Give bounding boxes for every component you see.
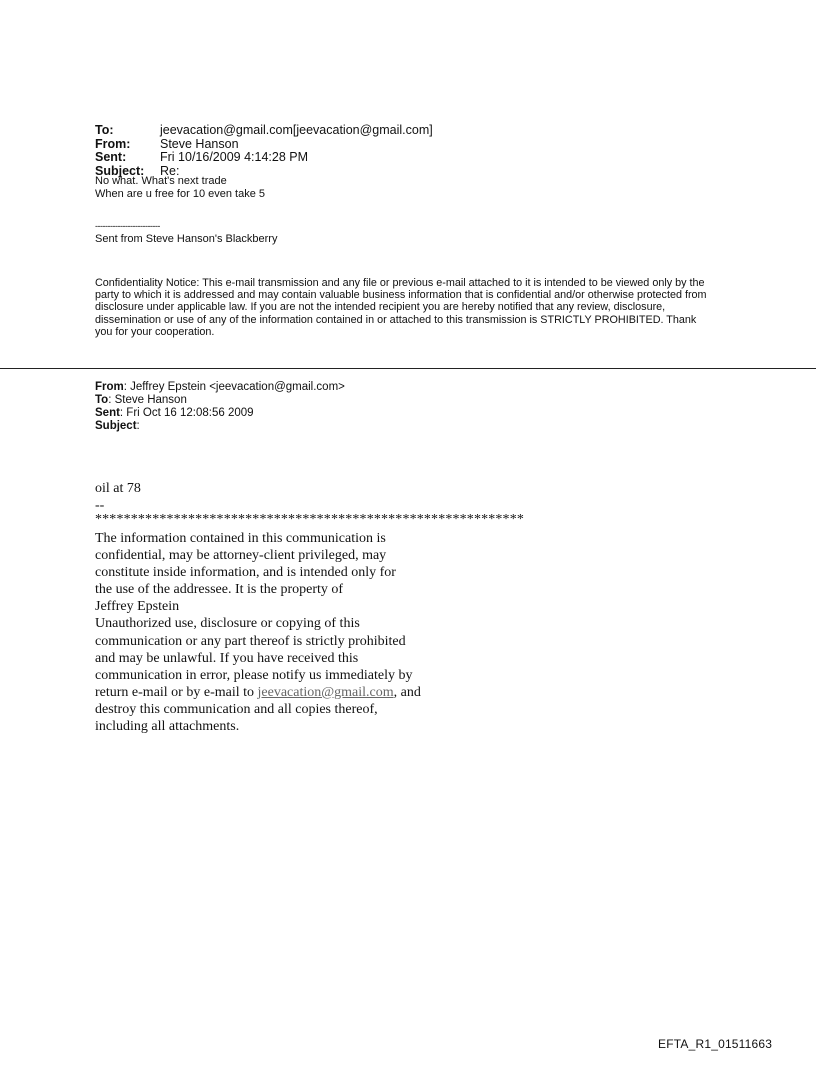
header-label: Sent: xyxy=(95,150,127,164)
reply-line: When are u free for 10 even take 5 xyxy=(95,188,265,200)
stars-separator: ************************************************************ xyxy=(95,512,524,527)
original-subject-row xyxy=(95,420,345,433)
header-label: Sent xyxy=(95,407,120,419)
email-link[interactable]: jeevacation@gmail.com xyxy=(257,684,394,700)
disclaimer-line: the use of the addressee. It is the property of xyxy=(95,582,344,598)
reply-header xyxy=(95,124,433,178)
message-divider xyxy=(0,368,816,369)
signature-separator: -------------------------- xyxy=(95,221,160,231)
disclaimer-line: communication or any part thereof is strictly prohibited xyxy=(95,633,406,649)
header-value: jeevacation@gmail.com[jeevacation@gmail.com] xyxy=(160,123,433,137)
disclaimer-line: and may be unlawful. If you have received this xyxy=(95,650,359,666)
header-value: Re: xyxy=(160,163,180,178)
disclaimer-line: including all attachments. xyxy=(95,719,240,735)
disclaimer-link-line xyxy=(95,684,421,701)
header-label: Subject xyxy=(95,420,137,432)
original-line: oil at 78 xyxy=(95,481,141,496)
disclaimer xyxy=(95,530,421,735)
reply-body xyxy=(95,175,265,201)
header-from-row xyxy=(95,138,433,152)
original-to-row xyxy=(95,394,345,407)
disclaimer-line: confidential, may be attorney-client privileged, may xyxy=(95,548,387,564)
header-to-row xyxy=(95,124,433,138)
header-label: To: xyxy=(95,123,114,137)
header-sent-row xyxy=(95,151,433,165)
original-from-row xyxy=(95,381,345,394)
document-id: EFTA_R1_01511663 xyxy=(658,1037,773,1051)
reply-signature: Sent from Steve Hanson's Blackberry xyxy=(95,233,278,245)
original-header xyxy=(95,381,345,433)
header-value: : Fri Oct 16 12:08:56 2009 xyxy=(119,407,254,419)
original-sent-row xyxy=(95,407,345,420)
link-suffix: , and xyxy=(393,684,421,700)
disclaimer-line: communication in error, please notify us immediately by xyxy=(95,667,413,683)
disclaimer-line: destroy this communication and all copies thereof, xyxy=(95,701,378,717)
original-body xyxy=(95,480,141,514)
link-prefix: return e-mail or by e-mail to xyxy=(95,684,258,700)
original-line: -- xyxy=(95,498,105,513)
header-value: : Steve Hanson xyxy=(108,394,187,406)
disclaimer-line: The information contained in this communication is xyxy=(95,531,386,546)
header-label: To xyxy=(95,394,109,406)
header-value: Fri 10/16/2009 4:14:28 PM xyxy=(160,150,309,164)
header-label: From xyxy=(95,381,124,393)
disclaimer-line: Unauthorized use, disclosure or copying of this xyxy=(95,616,360,632)
header-value: : xyxy=(136,420,140,432)
header-value: : Jeffrey Epstein <jeevacation@gmail.com> xyxy=(123,381,345,393)
disclaimer-line: constitute inside information, and is intended only for xyxy=(95,565,396,581)
header-label: Subject: xyxy=(95,163,145,178)
header-value: Steve Hanson xyxy=(160,136,239,151)
header-label: From: xyxy=(95,136,131,151)
confidentiality-notice: Confidentiality Notice: This e-mail transmission and any file or previous e-mail attached to it is intended to be viewed only by the party to which it is addressed and may contain valuable business information that is confidential and/or otherwise protected from disclosure under applicable law. If you are not the intended recipient you are hereby notified that any review, disclosure, dissemination or use of any of the information contained in or attached to this transmission is STRICTLY PROHIBITED. Thank you for your cooperation. xyxy=(95,277,707,338)
reply-line: No what. What's next trade xyxy=(95,175,227,187)
disclaimer-line: Jeffrey Epstein xyxy=(95,599,180,615)
